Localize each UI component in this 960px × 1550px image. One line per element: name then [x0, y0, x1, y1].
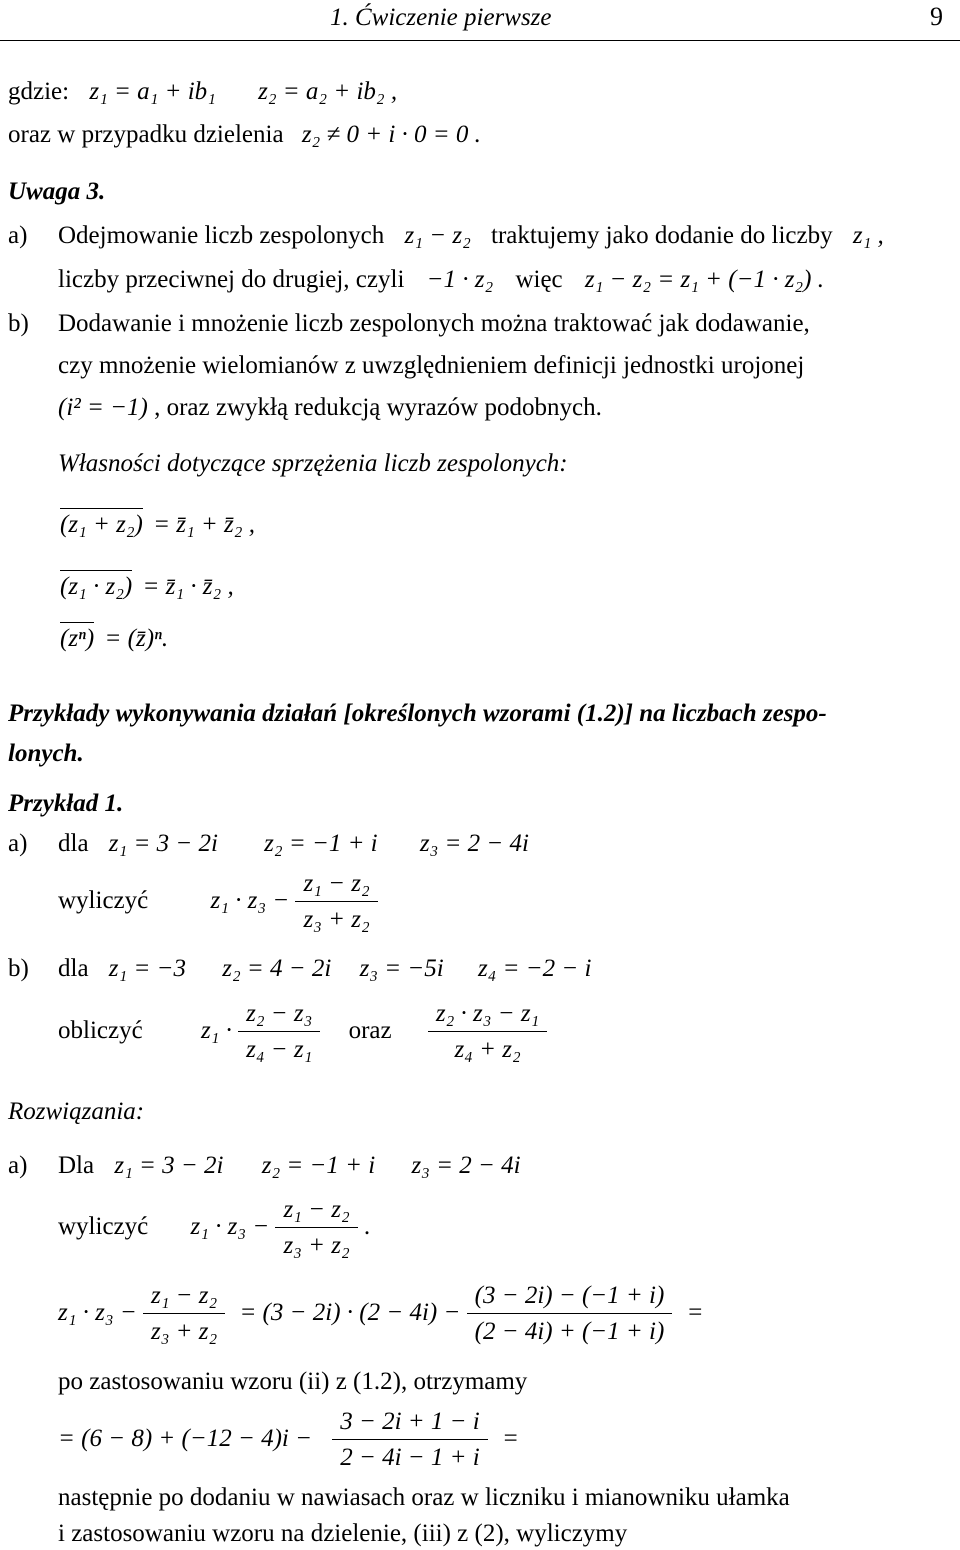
examples-title-line-1: Przykłady wykonywania działań [określonych wzorami (1.2)] na liczbach zespo-	[8, 700, 827, 727]
solution-a-fraction-denominator: z₃ + z₂	[283, 1231, 350, 1259]
running-header-title: 1. Ćwiczenie pierwsze	[330, 4, 552, 31]
solution-line-1-fraction-2	[467, 1282, 673, 1347]
property-2-rhs: = z̄₁ · z̄₂ ,	[142, 573, 234, 600]
example-a-z2: z₂ = −1 + i	[264, 830, 378, 857]
solution-line-2	[58, 1408, 519, 1473]
example-b-z3: z₃ = −5i	[359, 955, 444, 982]
uwaga-a-text-4: więc	[515, 266, 563, 293]
uwaga-a-expr: z₁ − z₂	[404, 222, 471, 249]
property-3-lhs: (zⁿ)	[60, 622, 94, 654]
solution-line-2-fraction-numerator: 3 − 2i + 1 − i	[332, 1408, 488, 1440]
uwaga-title: Uwaga 3.	[8, 178, 106, 205]
property-3	[60, 622, 168, 654]
example-a-task	[58, 870, 378, 935]
solution-a-expr: z₁ · z₃ −	[190, 1212, 270, 1240]
solution-line-2-fraction	[332, 1408, 488, 1473]
example-b-given	[58, 955, 591, 984]
property-1-lhs: (z₁ + z₂)	[60, 508, 143, 540]
uwaga-b-line-2: czy mnożenie wielomianów z uwzględnieniem definicji jednostki urojonej	[58, 352, 805, 379]
example-a-marker: a)	[8, 830, 28, 857]
example-b-z4: z₄ = −2 − i	[477, 955, 592, 982]
intro-eq-z1: z₁ = a₁ + ib₁	[89, 78, 216, 105]
intro-div-text: oraz w przypadku dzielenia	[8, 121, 284, 148]
solutions-title: Rozwiązania:	[8, 1098, 145, 1125]
example-a-expr: z₁ · z₃ −	[210, 886, 290, 914]
intro-gdzie: gdzie:	[8, 78, 70, 105]
solution-line-1-lhs: z₁ · z₃ −	[58, 1298, 137, 1326]
header-rule	[0, 40, 960, 41]
uwaga-a-end: z₁ ,	[852, 222, 884, 249]
solution-a-task	[58, 1196, 370, 1261]
example-b-fraction-2-denominator: z₄ + z₂	[454, 1035, 521, 1063]
example-b-dla: dla	[58, 955, 89, 982]
solution-a-given	[58, 1152, 521, 1181]
uwaga-a-expr-1: −1 · z₂	[426, 266, 494, 293]
solution-a-dla: Dla	[58, 1152, 95, 1179]
uwaga-b-expr: (i² = −1)	[58, 394, 148, 421]
solution-a-period: .	[363, 1212, 371, 1240]
uwaga-a-text: Odejmowanie liczb zespolonych	[58, 222, 385, 249]
solution-text-1: po zastosowaniu wzoru (ii) z (1.2), otrzymamy	[58, 1368, 528, 1395]
examples-title-line-2: lonych.	[8, 740, 84, 767]
example-a-z3: z₃ = 2 − 4i	[419, 830, 529, 857]
property-2-lhs: (z₁ · z₂)	[60, 570, 132, 602]
solution-line-1-fraction	[143, 1282, 225, 1347]
uwaga-a-expr-2: z₁ − z₂ = z₁ + (−1 · z₂) .	[584, 266, 824, 293]
intro-eq-z2: z₂ = a₂ + ib₂ ,	[258, 78, 398, 105]
solution-a-fraction	[275, 1196, 357, 1261]
solution-a-z1: z₁ = 3 − 2i	[114, 1152, 224, 1179]
wlasnosci-title: Własności dotyczące sprzężenia liczb zespolonych:	[58, 450, 568, 477]
uwaga-a-marker: a)	[8, 222, 28, 249]
solution-line-2-fraction-denominator: 2 − 4i − 1 + i	[340, 1443, 480, 1471]
example-1-title: Przykład 1.	[8, 790, 124, 817]
example-a-z1: z₁ = 3 − 2i	[108, 830, 218, 857]
uwaga-b-line-1: Dodawanie i mnożenie liczb zespolonych można traktować jak dodawanie,	[58, 310, 810, 337]
solution-a-z3: z₃ = 2 − 4i	[411, 1152, 521, 1179]
example-b-fraction-1-denominator: z₄ − z₁	[246, 1035, 313, 1063]
intro-div-eq: z₂ ≠ 0 + i · 0 = 0 .	[301, 121, 481, 148]
property-3-rhs: = (z̄)ⁿ.	[104, 625, 169, 652]
intro-line-1	[8, 78, 397, 107]
solution-line-1-end: =	[686, 1298, 704, 1326]
example-b-marker: b)	[8, 955, 29, 982]
example-a-fraction	[295, 870, 377, 935]
uwaga-a-text-2: traktujemy jako dodanie do liczby	[491, 222, 833, 249]
solution-line-1-fraction-denominator: z₃ + z₂	[150, 1317, 218, 1345]
solution-text-2-line-2: i zastosowaniu wzoru na dzielenie, (iii) z (2), wyliczymy	[58, 1520, 628, 1547]
example-a-fraction-numerator: z₁ − z₂	[295, 870, 377, 902]
solution-line-1-fraction-2-denominator: (2 − 4i) + (−1 + i)	[474, 1317, 665, 1345]
example-a-given	[58, 830, 529, 859]
example-a-dla: dla	[58, 830, 89, 857]
solution-a-marker: a)	[8, 1152, 28, 1179]
solution-line-1-fraction-2-numerator: (3 − 2i) − (−1 + i)	[467, 1282, 673, 1314]
solution-text-2-line-1: następnie po dodaniu w nawiasach oraz w liczniku i mianowniku ułamka	[58, 1484, 790, 1511]
solution-a-fraction-numerator: z₁ − z₂	[275, 1196, 357, 1228]
intro-line-2	[8, 121, 481, 150]
page-number: 9	[930, 2, 943, 31]
solution-a-z2: z₂ = −1 + i	[261, 1152, 376, 1179]
example-b-oraz: oraz	[348, 1016, 392, 1044]
example-b-expr-1: z₁ ·	[200, 1016, 232, 1044]
example-b-obliczyc: obliczyć	[58, 1016, 143, 1044]
example-b-fraction-1-numerator: z₂ − z₃	[238, 1000, 320, 1032]
example-b-fraction-1	[238, 1000, 320, 1065]
solution-a-wyliczyc: wyliczyć	[58, 1212, 149, 1240]
property-1-rhs: = z̄₁ + z̄₂ ,	[153, 511, 255, 538]
example-a-fraction-denominator: z₃ + z₂	[303, 905, 370, 933]
example-b-fraction-2-numerator: z₂ · z₃ − z₁	[428, 1000, 547, 1032]
example-b-z1: z₁ = −3	[108, 955, 186, 982]
solution-line-1	[58, 1282, 703, 1347]
solution-line-1-fraction-numerator: z₁ − z₂	[143, 1282, 225, 1314]
uwaga-a-line-1	[58, 222, 884, 251]
uwaga-a-text-3: liczby przeciwnej do drugiej, czyli	[58, 266, 405, 293]
example-b-fraction-2	[428, 1000, 547, 1065]
solution-line-1-mid: = (3 − 2i) · (2 − 4i) −	[239, 1298, 461, 1326]
property-2	[60, 570, 234, 602]
uwaga-a-line-2	[58, 266, 824, 295]
example-a-wyliczyc: wyliczyć	[58, 886, 149, 914]
example-b-z2: z₂ = 4 − 2i	[222, 955, 332, 982]
example-b-task	[58, 1000, 547, 1065]
uwaga-b-marker: b)	[8, 310, 29, 337]
uwaga-b-text: , oraz zwykłą redukcją wyrazów podobnych.	[154, 394, 602, 421]
solution-line-2-end: =	[501, 1424, 519, 1452]
solution-line-2-lhs: = (6 − 8) + (−12 − 4)i −	[58, 1424, 312, 1452]
uwaga-b-line-3	[58, 394, 602, 423]
property-1	[60, 508, 255, 540]
